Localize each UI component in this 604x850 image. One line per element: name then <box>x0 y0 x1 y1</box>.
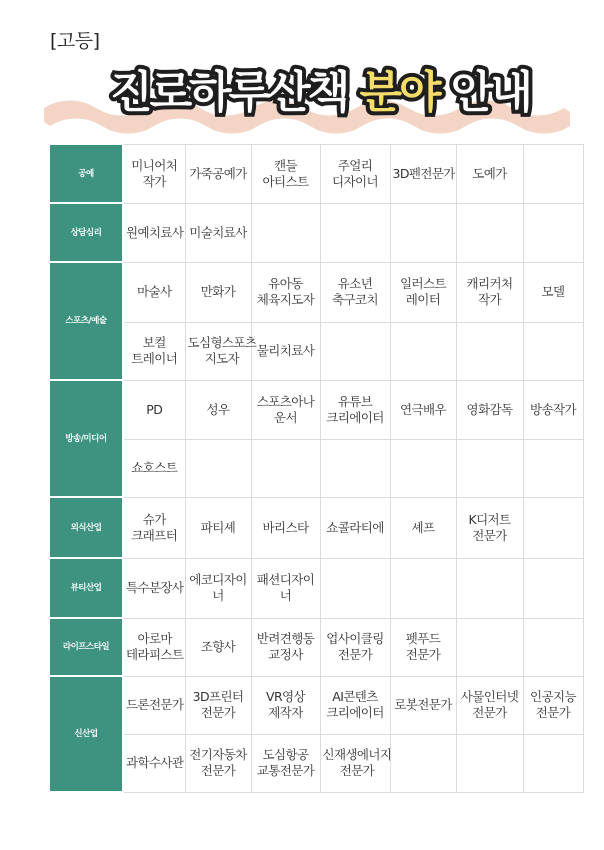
page-title <box>60 56 580 120</box>
career-cell <box>523 734 583 792</box>
career-name: 방송작가 <box>530 401 576 417</box>
career-cell <box>251 144 320 203</box>
career-name: 도심항공 교통전문가 <box>256 747 315 778</box>
career-name: AI콘텐츠 크리에이터 <box>326 689 384 720</box>
category-label: 방송/미디어 <box>49 380 123 497</box>
career-name: 3D프린터 전문가 <box>192 689 244 720</box>
career-name: 드론전문가 <box>126 697 184 712</box>
career-cell <box>123 144 185 203</box>
career-name: 도예가 <box>472 165 507 181</box>
career-cell <box>320 380 390 439</box>
career-cell <box>185 439 251 497</box>
career-cell <box>251 322 320 380</box>
career-name: 로봇전문가 <box>394 697 452 712</box>
career-cell <box>320 558 390 618</box>
career-cell <box>185 380 251 439</box>
career-cell <box>251 558 320 618</box>
career-name: 전기자동차 전문가 <box>189 747 247 778</box>
career-name: 스포츠아나 운서 <box>256 393 315 425</box>
career-cell <box>456 558 523 618</box>
career-cell <box>251 203 320 262</box>
career-name: 유아동 체육지도자 <box>256 276 315 307</box>
table-row <box>49 439 583 497</box>
career-name: 마술사 <box>137 284 172 299</box>
career-name: 슈가 크래프터 <box>131 511 178 543</box>
career-cell <box>185 734 251 792</box>
table-row <box>49 676 583 734</box>
career-cell <box>320 734 390 792</box>
career-cell <box>456 322 523 380</box>
career-name: 연극배우 <box>400 401 446 417</box>
career-cell <box>123 558 185 618</box>
table-row <box>49 497 583 558</box>
career-name: 유튜브 크리에이터 <box>326 393 384 425</box>
career-cell <box>320 618 390 676</box>
career-cell <box>456 734 523 792</box>
career-name: 조향사 <box>200 639 236 654</box>
grade-tag: [고등] <box>50 30 100 52</box>
title-part1: 진로하루산책 <box>110 67 348 118</box>
career-name: 물리치료사 <box>256 343 315 358</box>
career-cell <box>251 734 320 792</box>
career-name: 반려견행동 교정사 <box>256 631 315 662</box>
career-name: 사물인터넷 전문가 <box>460 689 519 720</box>
career-name: 쇼호스트 <box>131 460 178 475</box>
career-name: 영화감독 <box>466 401 513 417</box>
career-cell <box>390 676 456 734</box>
career-cell <box>523 618 583 676</box>
career-name: 미니어처 작가 <box>131 157 178 189</box>
career-cell <box>390 618 456 676</box>
career-name: 패션디자이 너 <box>256 572 315 603</box>
career-cell <box>320 322 390 380</box>
career-cell <box>185 203 251 262</box>
career-name: 셰프 <box>411 519 435 535</box>
career-name: 캔들 아티스트 <box>262 157 309 189</box>
career-name: 도심형스포츠 지도자 <box>187 335 257 366</box>
career-cell <box>185 558 251 618</box>
career-name: 보컬 트레이너 <box>131 335 178 366</box>
career-name: 에코디자이 너 <box>189 572 247 603</box>
category-label: 공예 <box>49 144 123 203</box>
career-cell <box>456 262 523 322</box>
career-cell <box>390 558 456 618</box>
career-cell <box>456 618 523 676</box>
career-cell <box>523 322 583 380</box>
career-cell <box>523 439 583 497</box>
career-cell <box>320 262 390 322</box>
career-cell <box>123 618 185 676</box>
career-cell <box>123 497 185 558</box>
career-cell <box>185 676 251 734</box>
career-name: 과학수사관 <box>126 755 184 770</box>
category-label: 뷰티산업 <box>49 558 123 618</box>
career-name: 3D펜전문가 <box>392 165 455 181</box>
career-name: 인공지능 전문가 <box>530 689 576 720</box>
career-name: 캐리커처 작가 <box>466 276 513 307</box>
career-cell <box>456 380 523 439</box>
career-cell <box>523 676 583 734</box>
career-cell <box>185 322 257 380</box>
career-name: 주얼리 디자이너 <box>332 157 378 189</box>
career-cell <box>456 676 523 734</box>
category-label: 외식산업 <box>49 497 123 558</box>
table-row <box>49 203 583 262</box>
table-row <box>49 618 583 676</box>
career-cell <box>523 203 583 262</box>
career-name: 모델 <box>541 284 565 299</box>
career-name: 업사이클링 전문가 <box>326 631 384 662</box>
category-label: 상담심리 <box>49 203 123 262</box>
career-cell <box>251 618 320 676</box>
career-cell <box>456 203 523 262</box>
career-cell <box>390 497 456 558</box>
career-name: 일러스트 레이터 <box>400 276 446 307</box>
career-cell <box>251 380 320 439</box>
category-label: 스포츠/예술 <box>49 262 123 380</box>
title-banner <box>40 50 580 150</box>
table-row <box>49 144 583 203</box>
career-cell <box>456 439 523 497</box>
career-cell <box>320 203 390 262</box>
career-cell <box>123 262 185 322</box>
career-name: 미술치료사 <box>189 224 247 240</box>
career-cell <box>523 144 583 203</box>
career-name: 펫푸드 전문가 <box>405 631 441 662</box>
career-cell <box>251 262 320 322</box>
career-name: 특수분장사 <box>126 580 184 595</box>
career-cell <box>123 734 185 792</box>
career-cell <box>320 439 390 497</box>
career-name: VR영상 제작자 <box>266 689 305 720</box>
career-cell <box>523 262 583 322</box>
career-cell <box>390 322 456 380</box>
career-cell <box>251 439 320 497</box>
career-cell <box>123 380 185 439</box>
career-cell <box>123 322 185 380</box>
career-name: 만화가 <box>200 284 236 299</box>
title-part2: 안내 <box>450 67 530 118</box>
table-row <box>49 262 583 322</box>
table-row <box>49 734 583 792</box>
career-name: PD <box>146 401 163 417</box>
career-cell <box>320 144 390 203</box>
career-cell <box>185 497 251 558</box>
career-name: 가죽공예가 <box>189 165 247 181</box>
career-cell <box>456 144 523 203</box>
career-cell <box>251 676 320 734</box>
career-name: 원예치료사 <box>126 224 184 240</box>
career-cell <box>456 497 523 558</box>
career-name: 바리스타 <box>262 519 309 535</box>
career-cell <box>185 262 251 322</box>
career-cell <box>320 497 390 558</box>
career-cell <box>185 618 251 676</box>
career-cell <box>123 439 185 497</box>
career-cell <box>523 558 583 618</box>
career-name: 성우 <box>206 401 230 417</box>
career-cell <box>523 497 583 558</box>
career-cell <box>390 380 456 439</box>
table-row <box>49 380 583 439</box>
career-cell <box>320 676 390 734</box>
career-cell <box>251 497 320 558</box>
career-name: 신재생에너지 전문가 <box>322 747 392 778</box>
career-cell <box>123 676 185 734</box>
career-cell <box>390 203 456 262</box>
career-name: 쇼콜라티에 <box>326 519 384 535</box>
career-cell <box>390 734 456 792</box>
category-label: 라이프스타일 <box>49 618 123 676</box>
table-row <box>49 322 583 380</box>
career-cell <box>390 439 456 497</box>
career-name: K디저트 전문가 <box>468 511 511 543</box>
career-field-table <box>48 143 584 793</box>
career-cell <box>390 262 456 322</box>
career-name: 유소년 축구코치 <box>332 276 378 307</box>
category-label: 신산업 <box>49 676 123 792</box>
career-cell <box>390 144 456 203</box>
career-cell <box>123 203 185 262</box>
career-name: 아로마 테라피스트 <box>126 631 184 662</box>
career-name: 파티셰 <box>200 519 236 535</box>
career-cell <box>185 144 251 203</box>
table-row <box>49 558 583 618</box>
career-cell <box>523 380 583 439</box>
title-highlight: 분야 <box>359 67 439 118</box>
